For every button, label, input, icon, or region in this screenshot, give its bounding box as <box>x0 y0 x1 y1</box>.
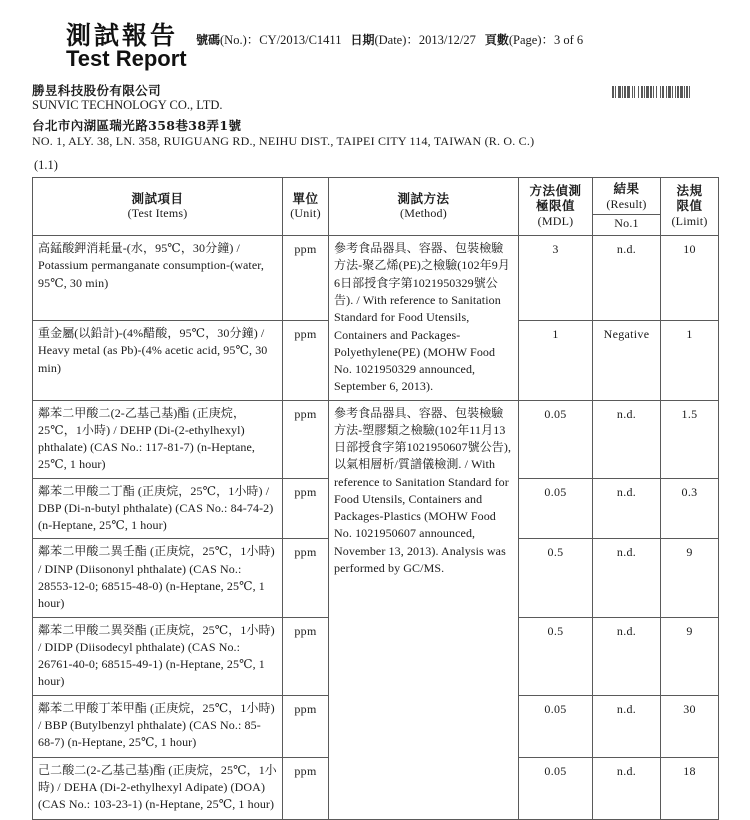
colon-1: ： <box>246 33 260 47</box>
report-meta-line <box>196 30 583 48</box>
cell-mdl: 0.05 <box>519 757 593 819</box>
cell-test-item: 重金屬(以鉛計)-(4%醋酸，95℃，30分鐘) / Heavy metal (as Pb)-(4% acetic acid, 95℃, 30 min) <box>33 320 283 400</box>
col-header-result-sub: No.1 <box>593 214 660 231</box>
cell-limit: 18 <box>661 757 719 819</box>
cell-limit: 9 <box>661 539 719 617</box>
report-no-label-en: (No.) <box>220 33 247 47</box>
col-header-method <box>329 178 519 236</box>
colon-3: ： <box>541 33 555 47</box>
cell-result: n.d. <box>593 617 661 695</box>
cell-mdl: 0.05 <box>519 478 593 539</box>
cell-unit: ppm <box>283 236 329 321</box>
cell-limit: 1.5 <box>661 400 719 478</box>
col-header-test-items <box>33 178 283 236</box>
col-header-mdl-cn-2: 極限值 <box>535 198 575 214</box>
cell-limit: 0.3 <box>661 478 719 539</box>
col-header-result-en: (Result) <box>606 196 647 211</box>
col-header-limit-cn-2: 限值 <box>676 198 703 214</box>
cell-unit: ppm <box>283 320 329 400</box>
page-title-cn: 測試報告 <box>66 21 179 50</box>
cell-limit: 10 <box>661 236 719 321</box>
report-page-label-en: (Page) <box>508 33 542 47</box>
col-header-limit-en: (Limit) <box>671 213 708 228</box>
col-header-result-cn: 結果 <box>613 181 640 196</box>
cell-mdl: 0.05 <box>519 695 593 757</box>
cell-result: Negative <box>593 320 661 400</box>
col-header-mdl-cn-1: 方法偵測 <box>529 182 582 198</box>
col-header-unit-cn: 單位 <box>292 190 319 206</box>
cell-mdl: 0.5 <box>519 539 593 617</box>
cell-method: 參考食品器具、容器、包裝檢驗方法-塑膠類之檢驗(102年11月13日部授食字第1021950607號公告), 以氣相層析/質譜儀檢測. / With reference to Sanitation Standard for Food Utensils, Containers and Packages-Plastics (MOHW Food No. 1021950607 announced, November 13, 2013). Analysis was performed by GC/MS. <box>329 400 519 819</box>
table-body <box>33 236 719 819</box>
report-header <box>0 0 750 150</box>
report-page-value: 3 of 6 <box>554 33 584 47</box>
cell-limit: 9 <box>661 617 719 695</box>
cell-test-item: 鄰苯二甲酸二丁酯 (正庚烷，25℃，1小時) / DBP (Di-n-butyl phthalate) (CAS No.: 84-74-2) (n-Heptane, 25℃, 1 hour) <box>33 478 283 539</box>
table-row <box>33 400 719 478</box>
col-header-limit-cn-1: 法規 <box>676 182 703 198</box>
cell-result: n.d. <box>593 400 661 478</box>
col-header-mdl-en: (MDL) <box>537 213 574 228</box>
table-header-row <box>33 178 719 236</box>
cell-unit: ppm <box>283 539 329 617</box>
cell-unit: ppm <box>283 478 329 539</box>
section-label: (1.1) <box>34 158 58 172</box>
report-date-value: 2013/12/27 <box>418 33 476 47</box>
cell-unit: ppm <box>283 400 329 478</box>
barcode <box>612 86 720 98</box>
cell-limit: 30 <box>661 695 719 757</box>
cell-test-item: 高錳酸鉀消耗量-(水，95℃，30分鐘) / Potassium permanganate consumption-(water, 95℃, 30 min) <box>33 236 283 321</box>
cell-mdl: 1 <box>519 320 593 400</box>
col-header-unit <box>283 178 329 236</box>
cell-test-item: 鄰苯二甲酸二(2-乙基己基)酯 (正庚烷，25℃，1小時) / DEHP (Di-(2-ethylhexyl) phthalate) (CAS No.: 117-81-7) (n-Heptane, 25℃, 1 hour) <box>33 400 283 478</box>
cell-mdl: 3 <box>519 236 593 321</box>
col-header-mdl <box>519 178 593 236</box>
cell-test-item: 鄰苯二甲酸二異癸酯 (正庚烷，25℃，1小時) / DIDP (Diisodecyl phthalate) (CAS No.: 26761-40-0; 68515-49-1) (n-Heptane, 25℃, 1 hour) <box>33 617 283 695</box>
cell-result: n.d. <box>593 695 661 757</box>
company-address-cn: 台北市內湖區瑞光路358巷38弄1號 <box>32 118 242 133</box>
cell-test-item: 鄰苯二甲酸二異壬酯 (正庚烷，25℃，1小時) / DINP (Diisononyl phthalate) (CAS No.: 28553-12-0; 68515-48-0) (n-Heptane, 25℃, 1 hour) <box>33 539 283 617</box>
cell-unit: ppm <box>283 695 329 757</box>
cell-test-item: 己二酸二(2-乙基己基)酯 (正庚烷，25℃，1小時) / DEHA (Di-2-ethylhexyl Adipate) (DOA) (CAS No.: 103-23-1) (n-Heptane, 25℃, 1 hour) <box>33 757 283 819</box>
cell-method: 參考食品器具、容器、包裝檢驗方法-聚乙烯(PE)之檢驗(102年9月6日部授食字第1021950329號公告). / With reference to Sanitation Standard for Food Utensils, Containers and Packages-Polyethylene(PE) (MOHW Food No. 1021950329 announced, September 6, 2013). <box>329 236 519 400</box>
colon-2: ： <box>406 33 419 47</box>
report-no-value: CY/2013/C1411 <box>259 33 342 47</box>
page-title-en: Test Report <box>66 46 187 71</box>
cell-mdl: 0.5 <box>519 617 593 695</box>
company-name-en: SUNVIC TECHNOLOGY CO., LTD. <box>32 98 223 112</box>
col-header-method-cn: 測試方法 <box>397 190 450 206</box>
cell-test-item: 鄰苯二甲酸丁苯甲酯 (正庚烷，25℃，1小時) / BBP (Butylbenzyl phthalate) (CAS No.: 85-68-7) (n-Heptane, 25℃, 1 hour) <box>33 695 283 757</box>
cell-result: n.d. <box>593 539 661 617</box>
test-results-table <box>32 177 719 820</box>
col-header-limit <box>661 178 719 236</box>
report-page-label-cn: 頁數 <box>484 33 509 47</box>
cell-result: n.d. <box>593 478 661 539</box>
report-date-label-en: (Date) <box>374 33 407 47</box>
col-header-result <box>593 178 661 236</box>
cell-mdl: 0.05 <box>519 400 593 478</box>
cell-unit: ppm <box>283 757 329 819</box>
col-header-unit-en: (Unit) <box>290 206 321 221</box>
table-row <box>33 236 719 321</box>
report-date-label-cn: 日期 <box>350 33 375 47</box>
company-address-en: NO. 1, ALY. 38, LN. 358, RUIGUANG RD., NEIHU DIST., TAIPEI CITY 114, TAIWAN (R. O. C.) <box>32 134 535 148</box>
company-name-cn: 勝昱科技股份有限公司 <box>32 83 162 98</box>
cell-unit: ppm <box>283 617 329 695</box>
cell-result: n.d. <box>593 236 661 321</box>
col-header-test-items-cn: 測試項目 <box>131 190 184 206</box>
cell-limit: 1 <box>661 320 719 400</box>
report-no-label-cn: 號碼 <box>196 33 221 47</box>
col-header-method-en: (Method) <box>400 206 447 221</box>
col-header-test-items-en: (Test Items) <box>127 206 188 221</box>
cell-result: n.d. <box>593 757 661 819</box>
